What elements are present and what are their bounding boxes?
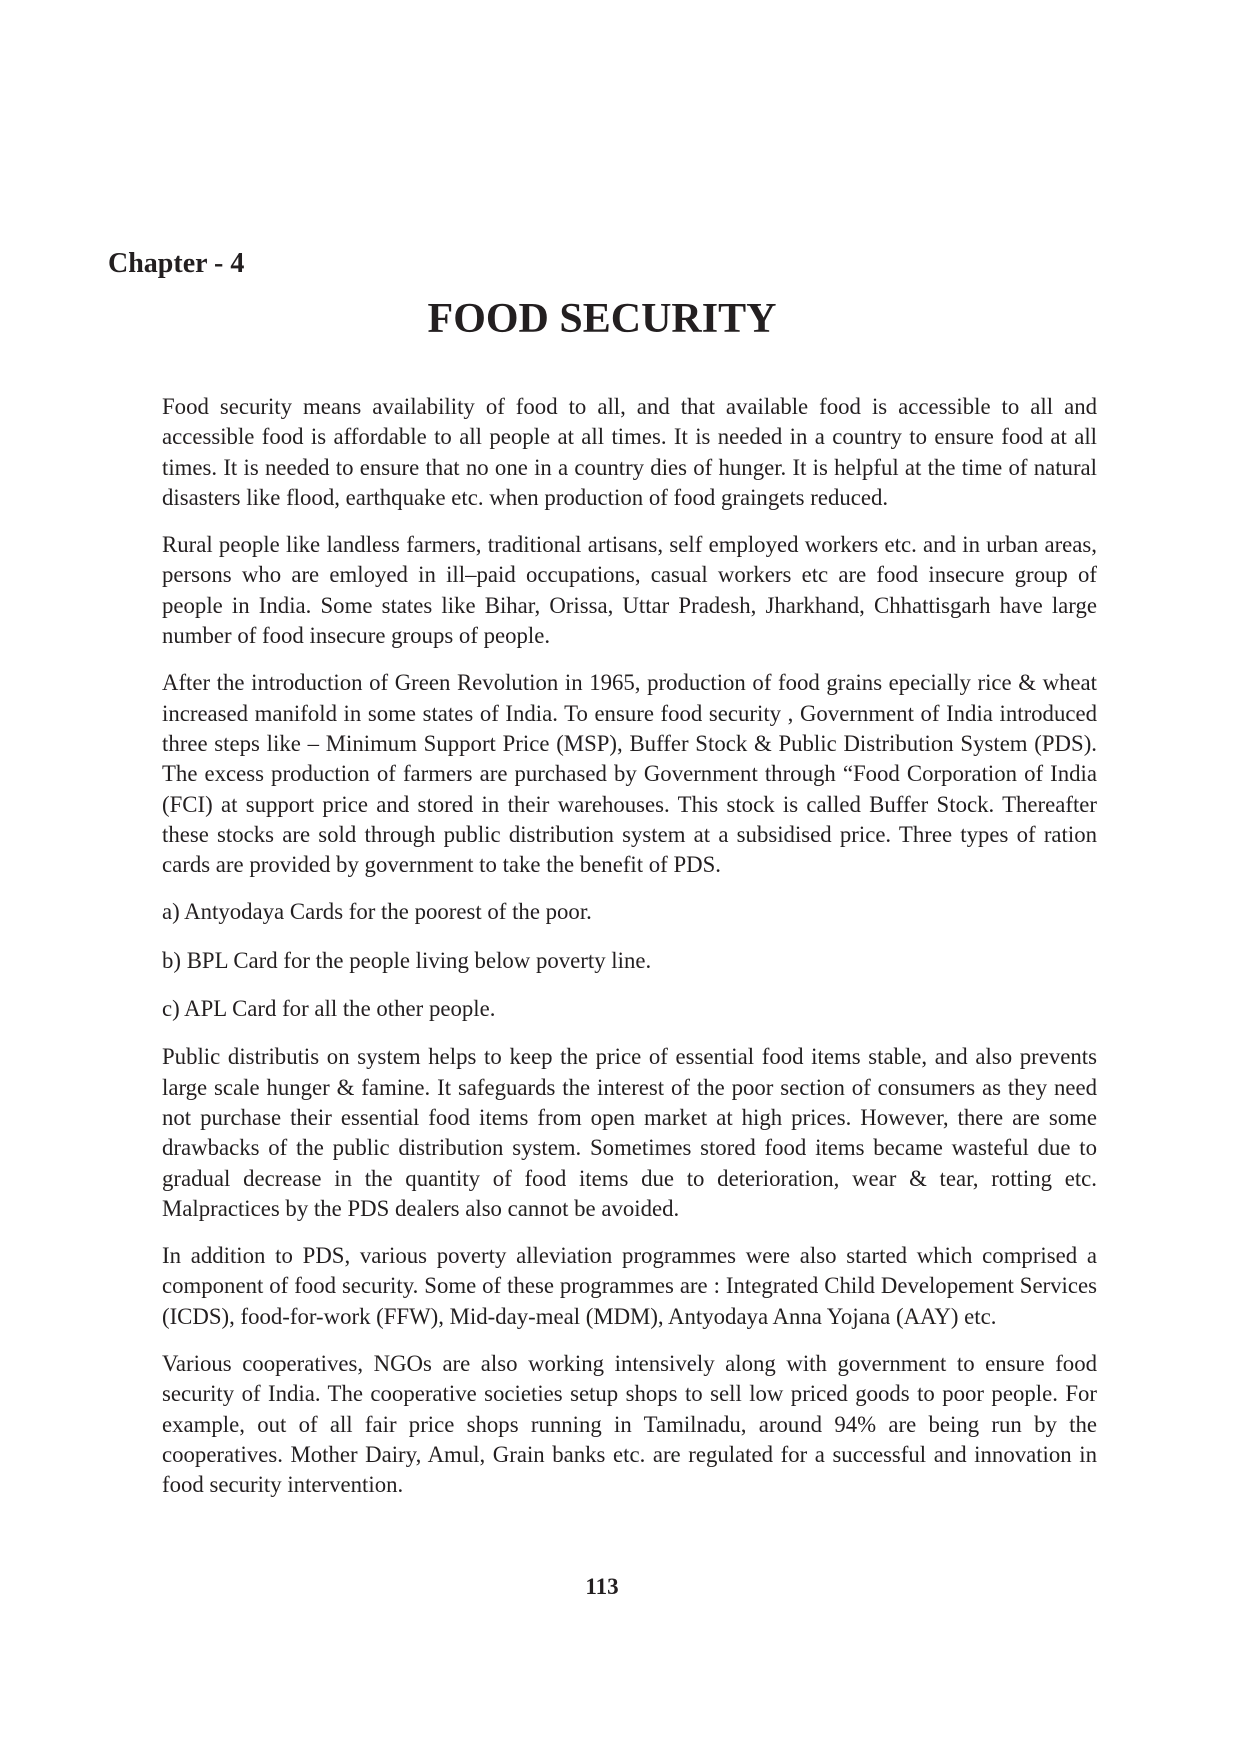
chapter-body	[162, 392, 1097, 1518]
chapter-title: FOOD SECURITY	[427, 296, 777, 342]
paragraph-poverty-programmes: In addition to PDS, various poverty alleviation programmes were also started which comprised a component of food security. Some of these programmes are : Integrated Child Developement Services (ICDS), food-for-work (FFW), Mid-day-meal (MDM), Antyodaya Anna Yojana (AAY) etc.	[162, 1243, 1097, 1329]
paragraph-definition: Food security means availability of food to all, and that available food is accessible to all and accessible food is affordable to all people at all times. It is needed in a country to ensure food at all times. It is needed to ensure that no one in a country dies of hunger. It is helpful at the time of natural disasters like flood, earthquake etc. when production of food graingets reduced.	[162, 394, 1097, 510]
page-number: 113	[585, 1574, 619, 1599]
list-item-bpl-card: b) BPL Card for the people living below poverty line.	[162, 947, 652, 973]
paragraph-pds: Public distributis on system helps to keep the price of essential food items stable, and also prevents large scale hunger & famine. It safeguards the interest of the poor section of consumers as they need not purchase their essential food items from open market at high prices. However, there are some drawbacks of the public distribution system. Sometimes stored food items became wasteful due to gradual decrease in the quantity of food items due to deterioration, wear & tear, rotting etc. Malpractices by the PDS dealers also cannot be avoided.	[162, 1044, 1097, 1221]
list-item-antyodaya-card: a) Antyodaya Cards for the poorest of the poor.	[162, 899, 592, 925]
paragraph-food-insecure-groups: Rural people like landless farmers, traditional artisans, self employed workers etc. and in urban areas, persons who are emloyed in ill–paid occupations, casual workers etc are food insecure group of people in India. Some states like Bihar, Orissa, Uttar Pradesh, Jharkhand, Chhattisgarh have large number of food insecure groups of people.	[162, 532, 1097, 649]
chapter-label: Chapter - 4	[108, 248, 245, 279]
paragraph-cooperatives: Various cooperatives, NGOs are also working intensively along with government to ensure food security of India. The cooperative societies setup shops to sell low priced goods to poor people. For example, out of all fair price shops running in Tamilnadu, around 94% are being run by the cooperatives. Mother Dairy, Amul, Grain banks etc. are regulated for a successful and innovation in food security intervention.	[162, 1351, 1097, 1498]
list-item-apl-card: c) APL Card for all the other people.	[162, 996, 496, 1022]
paragraph-green-revolution: After the introduction of Green Revolution in 1965, production of food grains epecially rice & wheat increased manifold in some states of India. To ensure food security , Government of India introduced three steps like – Minimum Support Price (MSP), Buffer Stock & Public Distribution System (PDS). The excess production of farmers are purchased by Government through “Food Corporation of India (FCI) at support price and stored in their warehouses. This stock is called Buffer Stock. Thereafter these stocks are sold through public distribution system at a subsidised price. Three types of ration cards are provided by government to take the benefit of PDS.	[162, 670, 1097, 878]
